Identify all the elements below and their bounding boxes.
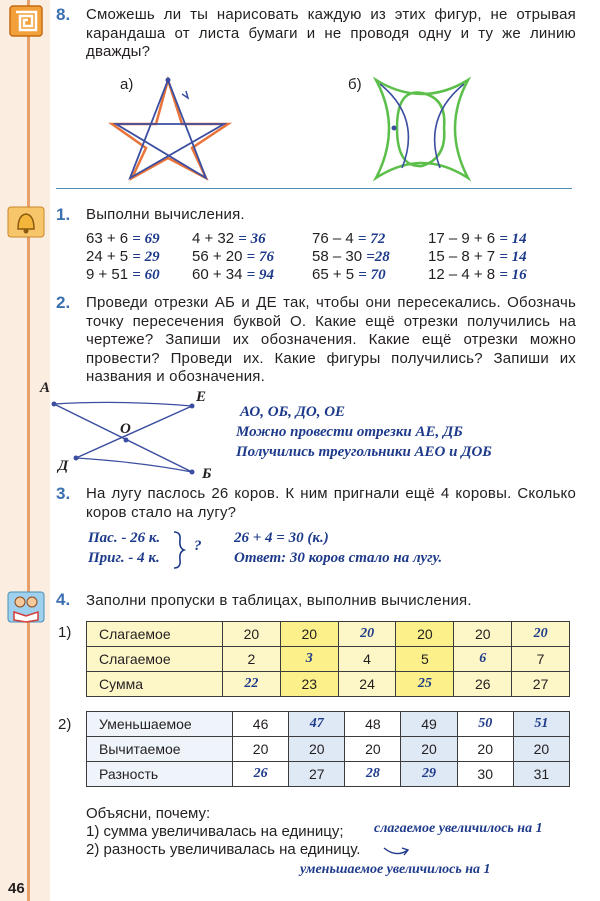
task2-answer-1: АО, ОБ, ДО, ОЕ	[240, 404, 346, 420]
table-cell: 24	[338, 672, 396, 697]
explain-answer-2: уменьшаемое увеличилось на 1	[300, 862, 491, 877]
row-label: Вычитаемое	[87, 737, 233, 762]
task3-note-2: Приг. - 4 к.	[88, 550, 160, 566]
calc-item: 76 – 4 = 72	[312, 230, 386, 247]
explain-answer-1: слагаемое увеличилось на 1	[374, 821, 543, 836]
figure-b-label: б)	[348, 76, 362, 93]
table-row	[87, 737, 570, 762]
calc-item: 65 + 5 = 70	[312, 266, 386, 283]
point-d-label: Д	[58, 458, 69, 474]
margin-line	[27, 0, 30, 901]
table-cell: 20	[401, 737, 457, 762]
table-cell: 49	[401, 712, 457, 737]
row-label: Слагаемое	[87, 647, 223, 672]
calc-item: 24 + 5 = 29	[86, 248, 160, 265]
spiral-icon	[6, 4, 46, 38]
table-cell: 20	[338, 622, 396, 647]
table-cell: 26	[454, 672, 512, 697]
table-cell: 2	[223, 647, 281, 672]
task8-text: Сможешь ли ты нарисовать каждую из этих фигур, не отрывая карандаша от листа бумаги и не проводя одну и ту же линию дважды?	[86, 6, 576, 60]
task2-answer-3: Получились треугольники АЕО и ДОБ	[236, 444, 492, 460]
table-cell: 29	[401, 762, 457, 787]
calc-item: 60 + 34 = 94	[192, 266, 274, 283]
arrow-icon	[382, 844, 412, 860]
table-cell: 6	[454, 647, 512, 672]
point-b-label: Б	[202, 466, 212, 482]
task3-answer: Ответ: 30 коров стало на лугу.	[234, 550, 443, 566]
calc-item: 63 + 6 = 69	[86, 230, 160, 247]
task1-number: 1.	[56, 205, 71, 224]
page-number: 46	[8, 880, 25, 897]
table-cell: 20	[512, 622, 570, 647]
calc-item: 17 – 9 + 6 = 14	[428, 230, 527, 247]
bell-icon	[6, 205, 46, 239]
table-cell: 48	[345, 712, 401, 737]
table-cell: 20	[454, 622, 512, 647]
task4-title: Заполни пропуски в таблицах, выполнив вычисления.	[86, 592, 472, 609]
task2-answer-2: Можно провести отрезки АЕ, ДБ	[236, 424, 463, 440]
explain-line-1: 1) сумма увеличивалась на единицу;	[86, 823, 344, 840]
table-cell: 20	[280, 622, 338, 647]
calc-item: 56 + 20 = 76	[192, 248, 274, 265]
row-label: Уменьшаемое	[87, 712, 233, 737]
table2-label: 2)	[58, 716, 72, 733]
table-cell: 27	[512, 672, 570, 697]
table-cell: 4	[338, 647, 396, 672]
explain-line-2: 2) разность увеличивалась на единицу.	[86, 841, 361, 858]
row-label: Слагаемое	[87, 622, 223, 647]
task3-text: На лугу паслось 26 коров. К ним пригнали ещё 4 коровы. Сколько коров стало на лугу?	[86, 485, 576, 521]
table-row	[87, 762, 570, 787]
task4-number: 4.	[56, 590, 71, 609]
task3-question-mark: ?	[194, 538, 202, 554]
table-row	[87, 672, 570, 697]
table-cell: 3	[280, 647, 338, 672]
figure-a-label: а)	[120, 76, 134, 93]
point-a-label: А	[40, 380, 51, 396]
calc-item: 12 – 4 + 8 = 16	[428, 266, 527, 283]
table-cell: 20	[223, 622, 281, 647]
table-cell: 22	[223, 672, 281, 697]
table-cell: 28	[345, 762, 401, 787]
point-e-label: Е	[196, 389, 207, 405]
table-cell: 20	[457, 737, 513, 762]
table-cell: 30	[457, 762, 513, 787]
table-row	[87, 712, 570, 737]
segments-drawing	[40, 390, 220, 490]
table-cell: 26	[233, 762, 289, 787]
row-label: Разность	[87, 762, 233, 787]
children-reading-icon	[6, 590, 46, 624]
point-o-label: О	[120, 421, 131, 437]
table-cell: 7	[512, 647, 570, 672]
table-cell: 20	[513, 737, 569, 762]
calc-item: 4 + 32 = 36	[192, 230, 266, 247]
addition-table	[86, 621, 570, 697]
table-cell: 46	[233, 712, 289, 737]
table-cell: 27	[289, 762, 345, 787]
calc-item: 15 – 8 + 7 = 14	[428, 248, 527, 265]
task3-solution: 26 + 4 = 30 (к.)	[234, 530, 329, 546]
calc-item: 9 + 51 = 60	[86, 266, 160, 283]
subtraction-table	[86, 711, 570, 787]
task1-title: Выполни вычисления.	[86, 206, 245, 223]
task2-text: Проведи отрезки АБ и ДЕ так, чтобы они пересекались. Обозначь точку пересечения буквой О. Какие ещё отрезки получились на чертеже? Запиши их обозначения. Какие ещё отрезки можно провести? Проведи их. Какие фигуры получились? Запиши их названия и обозначения.	[86, 294, 576, 385]
table-cell: 50	[457, 712, 513, 737]
table-cell: 51	[513, 712, 569, 737]
table-cell: 20	[396, 622, 454, 647]
task3-number: 3.	[56, 484, 71, 503]
table-cell: 31	[513, 762, 569, 787]
row-label: Сумма	[87, 672, 223, 697]
table-row	[87, 647, 570, 672]
explain-title: Объясни, почему:	[86, 805, 211, 822]
table-cell: 47	[289, 712, 345, 737]
task8-number: 8.	[56, 5, 71, 24]
table-cell: 5	[396, 647, 454, 672]
table1-label: 1)	[58, 624, 72, 641]
table-cell: 20	[289, 737, 345, 762]
table-cell: 25	[396, 672, 454, 697]
task3-note-1: Пас. - 26 к.	[88, 530, 161, 546]
star-figure	[120, 74, 240, 184]
table-cell: 20	[345, 737, 401, 762]
table-cell: 23	[280, 672, 338, 697]
arcs-figure	[372, 78, 472, 180]
table-row	[87, 622, 570, 647]
task2-number: 2.	[56, 293, 71, 312]
curly-brace	[172, 530, 186, 570]
table-cell: 20	[233, 737, 289, 762]
calc-item: 58 – 30 =28	[312, 248, 390, 265]
section-divider	[56, 188, 572, 189]
